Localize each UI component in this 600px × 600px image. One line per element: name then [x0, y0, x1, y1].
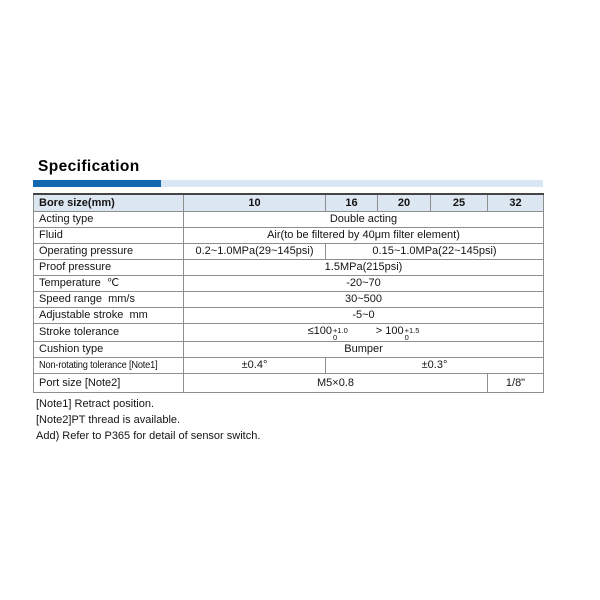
footnote-2: [Note2]PT thread is available.: [36, 414, 181, 426]
header-col-25: 25: [431, 194, 488, 212]
row-value: Double acting: [184, 212, 544, 228]
row-label: [34, 358, 184, 374]
tolerance-gt-sup: +1.5: [404, 326, 420, 335]
page-title: Specification: [38, 158, 140, 175]
row-value-bore10-25: M5×0.8: [184, 374, 488, 393]
row-value-bore32: 1/8": [488, 374, 544, 393]
row-label: Port size [Note2]: [34, 374, 184, 393]
row-label: Temperature ℃: [34, 276, 184, 292]
row-value: -5~0: [184, 308, 544, 324]
row-value-bore16-32: ±0.3°: [326, 358, 544, 374]
row-value-bore10: 0.2~1.0MPa(29~145psi): [184, 244, 326, 260]
table-row-acting-type: [34, 212, 544, 228]
row-label: Proof pressure: [34, 260, 184, 276]
table-row-operating-pressure: [34, 244, 544, 260]
header-col-32: 32: [488, 194, 544, 212]
table-row-adjustable-stroke: [34, 308, 544, 324]
table-row-fluid: [34, 228, 544, 244]
table-row-non-rotating-tolerance: [34, 358, 544, 374]
row-label: Operating pressure: [34, 244, 184, 260]
row-value-stroke-tolerance: [184, 324, 544, 342]
row-label: Cushion type: [34, 342, 184, 358]
tolerance-gt-base: > 100: [375, 325, 404, 337]
table-row-proof-pressure: [34, 260, 544, 276]
accent-bar-dark-segment: [33, 180, 161, 187]
row-label: Stroke tolerance: [34, 324, 184, 342]
row-value: 30~500: [184, 292, 544, 308]
table-row-speed-range: [34, 292, 544, 308]
tolerance-gt-stack: [405, 328, 420, 341]
header-col-20: 20: [378, 194, 431, 212]
row-label: Fluid: [34, 228, 184, 244]
row-value: -20~70: [184, 276, 544, 292]
row-value: 1.5MPa(215psi): [184, 260, 544, 276]
table-row-port-size: [34, 374, 544, 393]
tolerance-le-base: ≤100: [307, 325, 332, 337]
tolerance-le-sup: +1.0: [332, 326, 348, 335]
header-col-10: 10: [184, 194, 326, 212]
header-label-bore-size: Bore size(mm): [34, 194, 184, 212]
row-value-bore16-32: 0.15~1.0MPa(22~145psi): [326, 244, 544, 260]
accent-bar-light-segment: [161, 180, 543, 187]
row-value: Air(to be filtered by 40μm filter element): [184, 228, 544, 244]
table-row-stroke-tolerance: [34, 324, 544, 342]
table-row-temperature: [34, 276, 544, 292]
tolerance-le-sub: 0: [332, 332, 338, 342]
tolerance-gt-sub: 0: [404, 332, 409, 342]
table-row-cushion-type: [34, 342, 544, 358]
tolerance-le-stack: [333, 328, 348, 341]
footnote-1: [Note1] Retract position.: [36, 398, 155, 410]
row-label: Speed range mm/s: [34, 292, 184, 308]
footnote-3: Add) Refer to P365 for detail of sensor switch.: [36, 430, 261, 442]
row-value-bore10: ±0.4°: [184, 358, 326, 374]
spec-section: [33, 158, 543, 444]
row-label: Adjustable stroke mm: [34, 308, 184, 324]
header-col-16: 16: [326, 194, 378, 212]
row-label: Acting type: [34, 212, 184, 228]
table-header-row: [34, 194, 544, 212]
accent-underline-bar: [33, 180, 543, 187]
row-label-text: Non-rotating tolerance [Note1]: [39, 359, 158, 371]
specification-table: [33, 193, 544, 393]
row-value: Bumper: [184, 342, 544, 358]
footnotes: [33, 396, 543, 444]
